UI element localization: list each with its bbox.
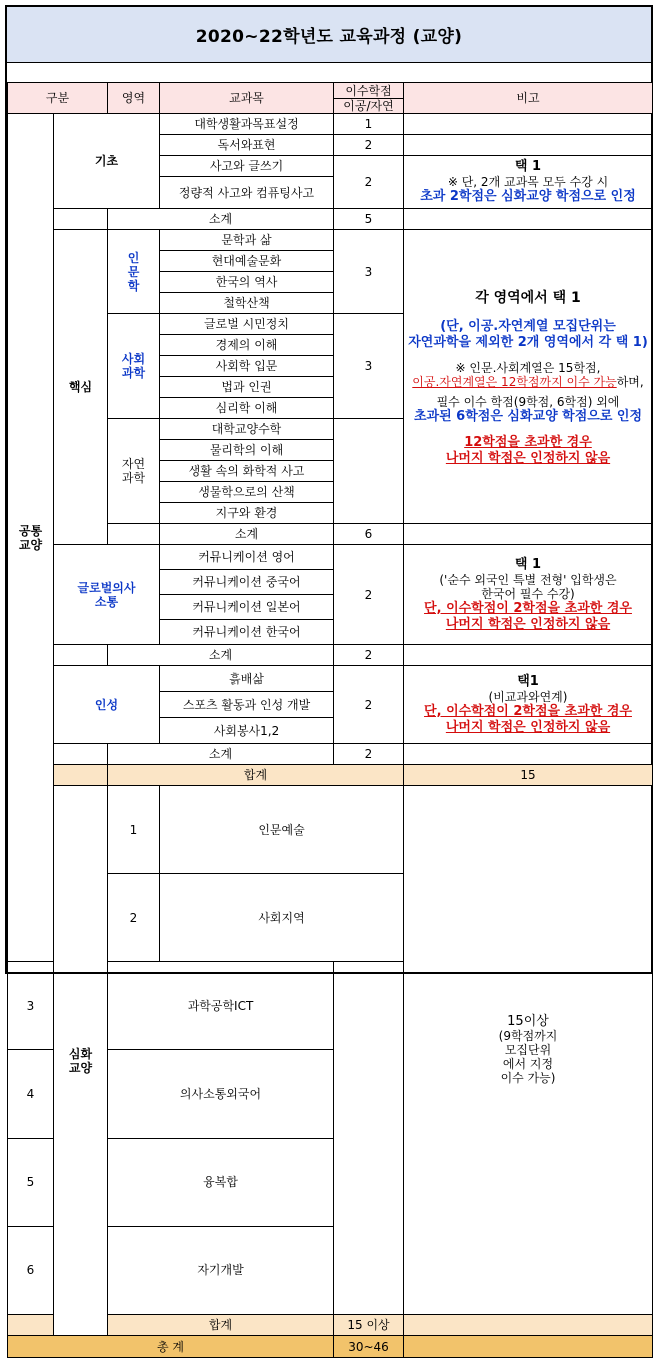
- note-cell: [404, 645, 653, 666]
- note-cell: [404, 114, 653, 135]
- advanced-no: 2: [108, 874, 160, 962]
- course-cell: 생물학으로의 산책: [160, 482, 334, 503]
- advanced-course: 인문예술: [160, 786, 404, 874]
- advanced-total-value: 15 이상: [334, 1315, 404, 1336]
- inseong-note: 택1 (비교과와연계) 단, 이수학점이 2학점을 초과한 경우 나머지 학점은 인정하지 않음: [404, 666, 653, 744]
- common-label: 공통 교양: [8, 114, 54, 962]
- header-gyogwamok: 교과목: [160, 83, 334, 114]
- subtotal-value: 5: [334, 209, 404, 230]
- advanced-course: 자기개발: [108, 1226, 334, 1314]
- subarea-sahoegwahak: 사회 과학: [108, 314, 160, 419]
- course-cell: 글로벌 시민정치: [160, 314, 334, 335]
- common-total-value: 15: [404, 765, 653, 786]
- gicho-note: 택 1 ※ 단, 2개 교과목 모두 수강 시 초과 2학점은 심화교양 학점으로 인정: [404, 156, 653, 209]
- header-yeongyeok: 영역: [108, 83, 160, 114]
- course-cell: 흙배삶: [160, 666, 334, 692]
- course-cell: 생활 속의 화학적 사고: [160, 461, 334, 482]
- credit-cell: 2: [334, 666, 404, 744]
- course-cell: 커뮤니케이션 중국어: [160, 570, 334, 595]
- note-cell: [404, 744, 653, 765]
- advanced-total-label: 합계: [108, 1315, 334, 1336]
- course-cell: 커뮤니케이션 한국어: [160, 620, 334, 645]
- course-cell: 법과 인권: [160, 377, 334, 398]
- note-cell: [404, 135, 653, 156]
- advanced-course: 의사소통외국어: [108, 1050, 334, 1138]
- advanced-no: 4: [8, 1050, 54, 1138]
- course-cell: 경제의 이해: [160, 335, 334, 356]
- curriculum-table: [7, 82, 653, 1358]
- course-cell: 커뮤니케이션 영어: [160, 545, 334, 570]
- advanced-no: 6: [8, 1226, 54, 1314]
- common-total-blank: [54, 765, 108, 786]
- header-isu-sub: 이공/자연: [334, 99, 404, 114]
- global-note: 택 1 ('순수 외국인 특별 전형' 입학생은 한국어 필수 수강) 단, 이수학점이 2학점을 초과한 경우 나머지 학점은 인정하지 않음: [404, 545, 653, 645]
- credit-cell: 3: [334, 314, 404, 419]
- credit-cell: 1: [334, 114, 404, 135]
- course-cell: 사고와 글쓰기: [160, 156, 334, 177]
- subtotal-label: 소계: [108, 209, 334, 230]
- advanced-course: 융복합: [108, 1138, 334, 1226]
- subarea-inmunhak: 인 문 학: [108, 230, 160, 314]
- area-inseong: 인성: [54, 666, 160, 744]
- area-gicho: 기초: [54, 114, 160, 209]
- inseong-blank: [54, 744, 108, 765]
- course-cell: 현대예술문화: [160, 251, 334, 272]
- course-cell: 심리학 이해: [160, 398, 334, 419]
- area-haeksim: 핵심: [54, 230, 108, 545]
- area-global: 글로벌의사 소통: [54, 545, 160, 645]
- grand-total-label: 총 계: [8, 1336, 334, 1358]
- credit-cell: 2: [334, 135, 404, 156]
- common-total-label: 합계: [108, 765, 404, 786]
- subarea-jayeongwahak: 자연 과학: [108, 419, 160, 524]
- advanced-no: 5: [8, 1138, 54, 1226]
- advanced-no: 1: [108, 786, 160, 874]
- subtotal-value: 2: [334, 645, 404, 666]
- course-cell: 사회봉사1,2: [160, 718, 334, 744]
- header-bigo: 비고: [404, 83, 653, 114]
- course-cell: 대학교양수학: [160, 419, 334, 440]
- course-cell: 대학생활과목표설정: [160, 114, 334, 135]
- haeksim-blank: [108, 524, 160, 545]
- header-gubun: 구분: [8, 83, 108, 114]
- note-cell: [404, 209, 653, 230]
- advanced-total-note: [404, 1315, 653, 1336]
- haeksim-note: 각 영역에서 택 1 (단, 이공.자연계열 모집단위는 자연과학을 제외한 2개 영역에서 각 택 1) ※ 인문.사회계열은 15학점, 이공.자연계열은 12학점까지 이수 가능하며, 필수 이수 학점(9학점, 6학점) 외에 초과된 6학점은 심화교양 학점으로 인정 12학점을 초과한 경우 나머지 학점은 인정하지 않음: [404, 230, 653, 524]
- credit-cell: 2: [334, 156, 404, 209]
- credit-cell: 2: [334, 545, 404, 645]
- course-cell: 지구와 환경: [160, 503, 334, 524]
- subtotal-value: 2: [334, 744, 404, 765]
- course-cell: 물리학의 이해: [160, 440, 334, 461]
- header-isu: 이수학점: [334, 83, 404, 99]
- course-cell: 커뮤니케이션 일본어: [160, 595, 334, 620]
- advanced-course: 사회지역: [160, 874, 404, 962]
- course-cell: 정량적 사고와 컴퓨팅사고: [160, 177, 334, 209]
- credit-cell-empty: [334, 419, 404, 524]
- subtotal-value: 6: [334, 524, 404, 545]
- grand-total-note: [404, 1336, 653, 1358]
- course-cell: 스포츠 활동과 인성 개발: [160, 692, 334, 718]
- course-cell: 독서와표현: [160, 135, 334, 156]
- course-cell: 철학산책: [160, 293, 334, 314]
- subtotal-label: 소계: [108, 645, 334, 666]
- advanced-course: 과학공학ICT: [108, 962, 334, 1050]
- credit-cell: 3: [334, 230, 404, 314]
- advanced-no: 3: [8, 962, 54, 1050]
- course-cell: 문학과 삶: [160, 230, 334, 251]
- page-title: 2020~22학년도 교육과정 (교양): [7, 7, 651, 63]
- grand-total-value: 30~46: [334, 1336, 404, 1358]
- global-blank: [54, 645, 108, 666]
- course-cell: 사회학 입문: [160, 356, 334, 377]
- subtotal-label: 소계: [160, 524, 334, 545]
- course-cell: 한국의 역사: [160, 272, 334, 293]
- subtotal-label: 소계: [108, 744, 334, 765]
- advanced-credits: 15이상 (9학점까지 모집단위 에서 지정 이수 가능): [404, 786, 653, 1315]
- gicho-blank: [54, 209, 108, 230]
- advanced-label: 심화 교양: [54, 786, 108, 1336]
- advanced-total-blank: [8, 1315, 54, 1336]
- note-cell: [404, 524, 653, 545]
